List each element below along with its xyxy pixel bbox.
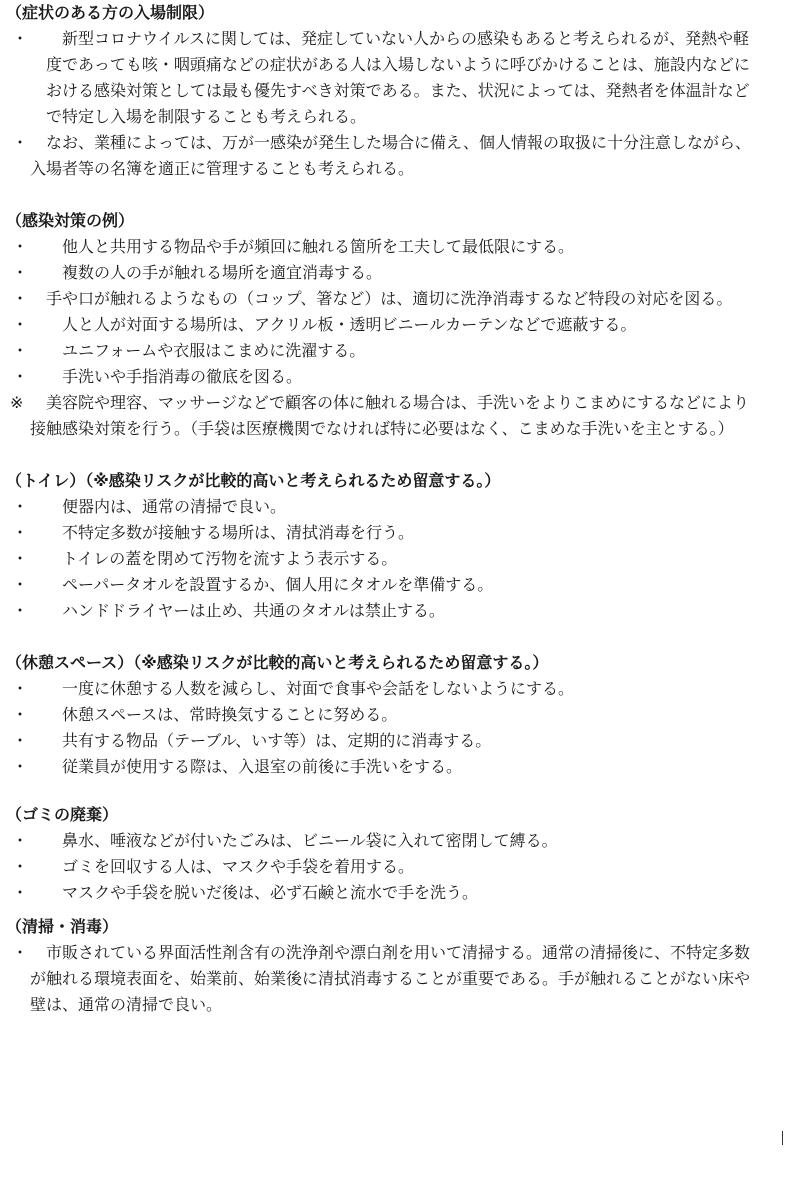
list-item-text: 人と人が対面する場所は、アクリル板・透明ビニールカーテンなどで遮蔽する。 xyxy=(46,315,637,334)
bullet-list xyxy=(6,828,761,906)
section-spacer xyxy=(6,624,761,650)
list-item-text: 複数の人の手が触れる場所を適宜消毒する。 xyxy=(46,263,383,282)
list-item-text: 手や口が触れるようなもの（コップ、箸など）は、適切に洗浄消毒するなど特段の対応を図る。 xyxy=(30,289,733,308)
list-item-text: ユニフォームや衣服はこまめに洗濯する。 xyxy=(46,341,366,360)
section-spacer xyxy=(6,182,761,208)
section-entry-restriction xyxy=(6,0,761,182)
bullet-marker: ・ xyxy=(12,341,29,360)
section-garbage-disposal xyxy=(6,802,761,906)
list-item xyxy=(6,260,761,286)
bullet-marker: ・ xyxy=(12,367,29,386)
section-spacer xyxy=(6,780,761,802)
bullet-list xyxy=(6,676,761,780)
list-item xyxy=(6,26,761,130)
bullet-marker: ・ xyxy=(12,523,29,542)
list-item-text: 共有する物品（テーブル、いす等）は、定期的に消毒する。 xyxy=(46,731,492,750)
bullet-marker: ・ xyxy=(12,497,29,516)
list-item xyxy=(6,338,761,364)
section-heading: （清掃・消毒） xyxy=(6,917,119,936)
bullet-marker: ・ xyxy=(12,731,29,750)
bullet-marker: ・ xyxy=(12,575,29,594)
list-item xyxy=(6,312,761,338)
page-edge-mark xyxy=(782,1131,783,1145)
bullet-marker: ・ xyxy=(12,133,29,152)
list-item xyxy=(6,940,761,1018)
section-heading: （トイレ）（※感染リスクが比較的高いと考えられるため留意する。） xyxy=(6,471,501,490)
list-item xyxy=(6,520,761,546)
list-item xyxy=(6,676,761,702)
section-cleaning-disinfection xyxy=(6,914,761,1018)
list-item-text: 不特定多数が接触する場所は、清拭消毒を行う。 xyxy=(46,523,415,542)
section-heading: （症状のある方の入場制限） xyxy=(6,3,215,22)
bullet-marker: ・ xyxy=(12,549,29,568)
bullet-list xyxy=(6,26,761,182)
bullet-list xyxy=(6,494,761,624)
list-item-text: 市販されている界面活性剤含有の洗浄剤や漂白剤を用いて清掃する。通常の清掃後に、不特定多数が触れる環境表面を、始業前、始業後に清拭消毒することが重要である。手が触れることがない床や壁は、通常の清掃で良い。 xyxy=(30,943,751,1014)
note-item xyxy=(6,390,761,442)
section-spacer xyxy=(6,906,761,914)
list-item-text: ゴミを回収する人は、マスクや手袋を着用する。 xyxy=(46,857,415,876)
list-item xyxy=(6,234,761,260)
list-item xyxy=(6,286,761,312)
bullet-list xyxy=(6,940,761,1018)
list-item-text: 新型コロナウイルスに関しては、発症していない人からの感染もあると考えられるが、発熱や軽度であっても咳・咽頭痛などの症状がある人は入場しないように呼びかけることは、施設内などにおける感染対策としては最も優先すべき対策である。また、状況によっては、発熱者を体温計などで特定し入場を制限することも考えられる。 xyxy=(46,29,750,126)
list-item xyxy=(6,828,761,854)
list-item-text: 一度に休憩する人数を減らし、対面で食事や会話をしないようにする。 xyxy=(46,679,575,698)
list-item-text: ハンドドライヤーは止め、共通のタオルは禁止する。 xyxy=(46,601,445,620)
bullet-marker: ・ xyxy=(12,679,29,698)
bullet-marker: ・ xyxy=(12,757,29,776)
bullet-marker: ・ xyxy=(12,831,29,850)
list-item xyxy=(6,598,761,624)
bullet-marker: ・ xyxy=(12,29,29,48)
list-item xyxy=(6,494,761,520)
list-item xyxy=(6,572,761,598)
list-item xyxy=(6,364,761,390)
bullet-marker: ・ xyxy=(12,289,29,308)
list-item-text: トイレの蓋を閉めて汚物を流すよう表示する。 xyxy=(46,549,398,568)
section-heading: （感染対策の例） xyxy=(6,211,135,230)
list-item xyxy=(6,728,761,754)
bullet-marker: ・ xyxy=(12,315,29,334)
list-item-text: なお、業種によっては、万が一感染が発生した場合に備え、個人情報の取扱に十分注意しながら、入場者等の名簿を適正に管理することも考えられる。 xyxy=(30,133,751,178)
section-spacer xyxy=(6,442,761,468)
bullet-marker: ・ xyxy=(12,263,29,282)
list-item xyxy=(6,754,761,780)
list-item xyxy=(6,546,761,572)
list-item-text: 従業員が使用する際は、入退室の前後に手洗いをする。 xyxy=(46,757,463,776)
list-item xyxy=(6,130,761,182)
note-marker: ※ xyxy=(10,393,24,412)
section-heading: （ゴミの廃棄） xyxy=(6,805,119,824)
bullet-marker: ・ xyxy=(12,601,29,620)
list-item-text: 便器内は、通常の清掃で良い。 xyxy=(46,497,287,516)
section-heading: （休憩スペース）（※感染リスクが比較的高いと考えられるため留意する。） xyxy=(6,653,549,672)
list-item xyxy=(6,702,761,728)
bullet-marker: ・ xyxy=(12,943,29,962)
bullet-list xyxy=(6,234,761,442)
list-item-text: 他人と共用する物品や手が頻回に触れる箇所を工夫して最低限にする。 xyxy=(46,237,575,256)
bullet-marker: ・ xyxy=(12,857,29,876)
section-break-space xyxy=(6,650,761,780)
list-item xyxy=(6,880,761,906)
list-item-text: 手洗いや手指消毒の徹底を図る。 xyxy=(46,367,303,386)
list-item-text: 休憩スペースは、常時換気することに努める。 xyxy=(46,705,398,724)
bullet-marker: ・ xyxy=(12,237,29,256)
bullet-marker: ・ xyxy=(12,705,29,724)
list-item-text: マスクや手袋を脱いだ後は、必ず石鹸と流水で手を洗う。 xyxy=(46,883,479,902)
bullet-marker: ・ xyxy=(12,883,29,902)
list-item-text: 鼻水、唾液などが付いたごみは、ビニール袋に入れて密閉して縛る。 xyxy=(46,831,558,850)
list-item-text: ペーパータオルを設置するか、個人用にタオルを準備する。 xyxy=(46,575,494,594)
section-infection-measures xyxy=(6,208,761,442)
list-item-text: 美容院や理容、マッサージなどで顧客の体に触れる場合は、手洗いをよりこまめにするなどにより接触感染対策を行う。（手袋は医療機関でなければ特に必要はなく、こまめな手洗いを主とする。） xyxy=(30,393,750,438)
list-item xyxy=(6,854,761,880)
section-toilet xyxy=(6,468,761,624)
